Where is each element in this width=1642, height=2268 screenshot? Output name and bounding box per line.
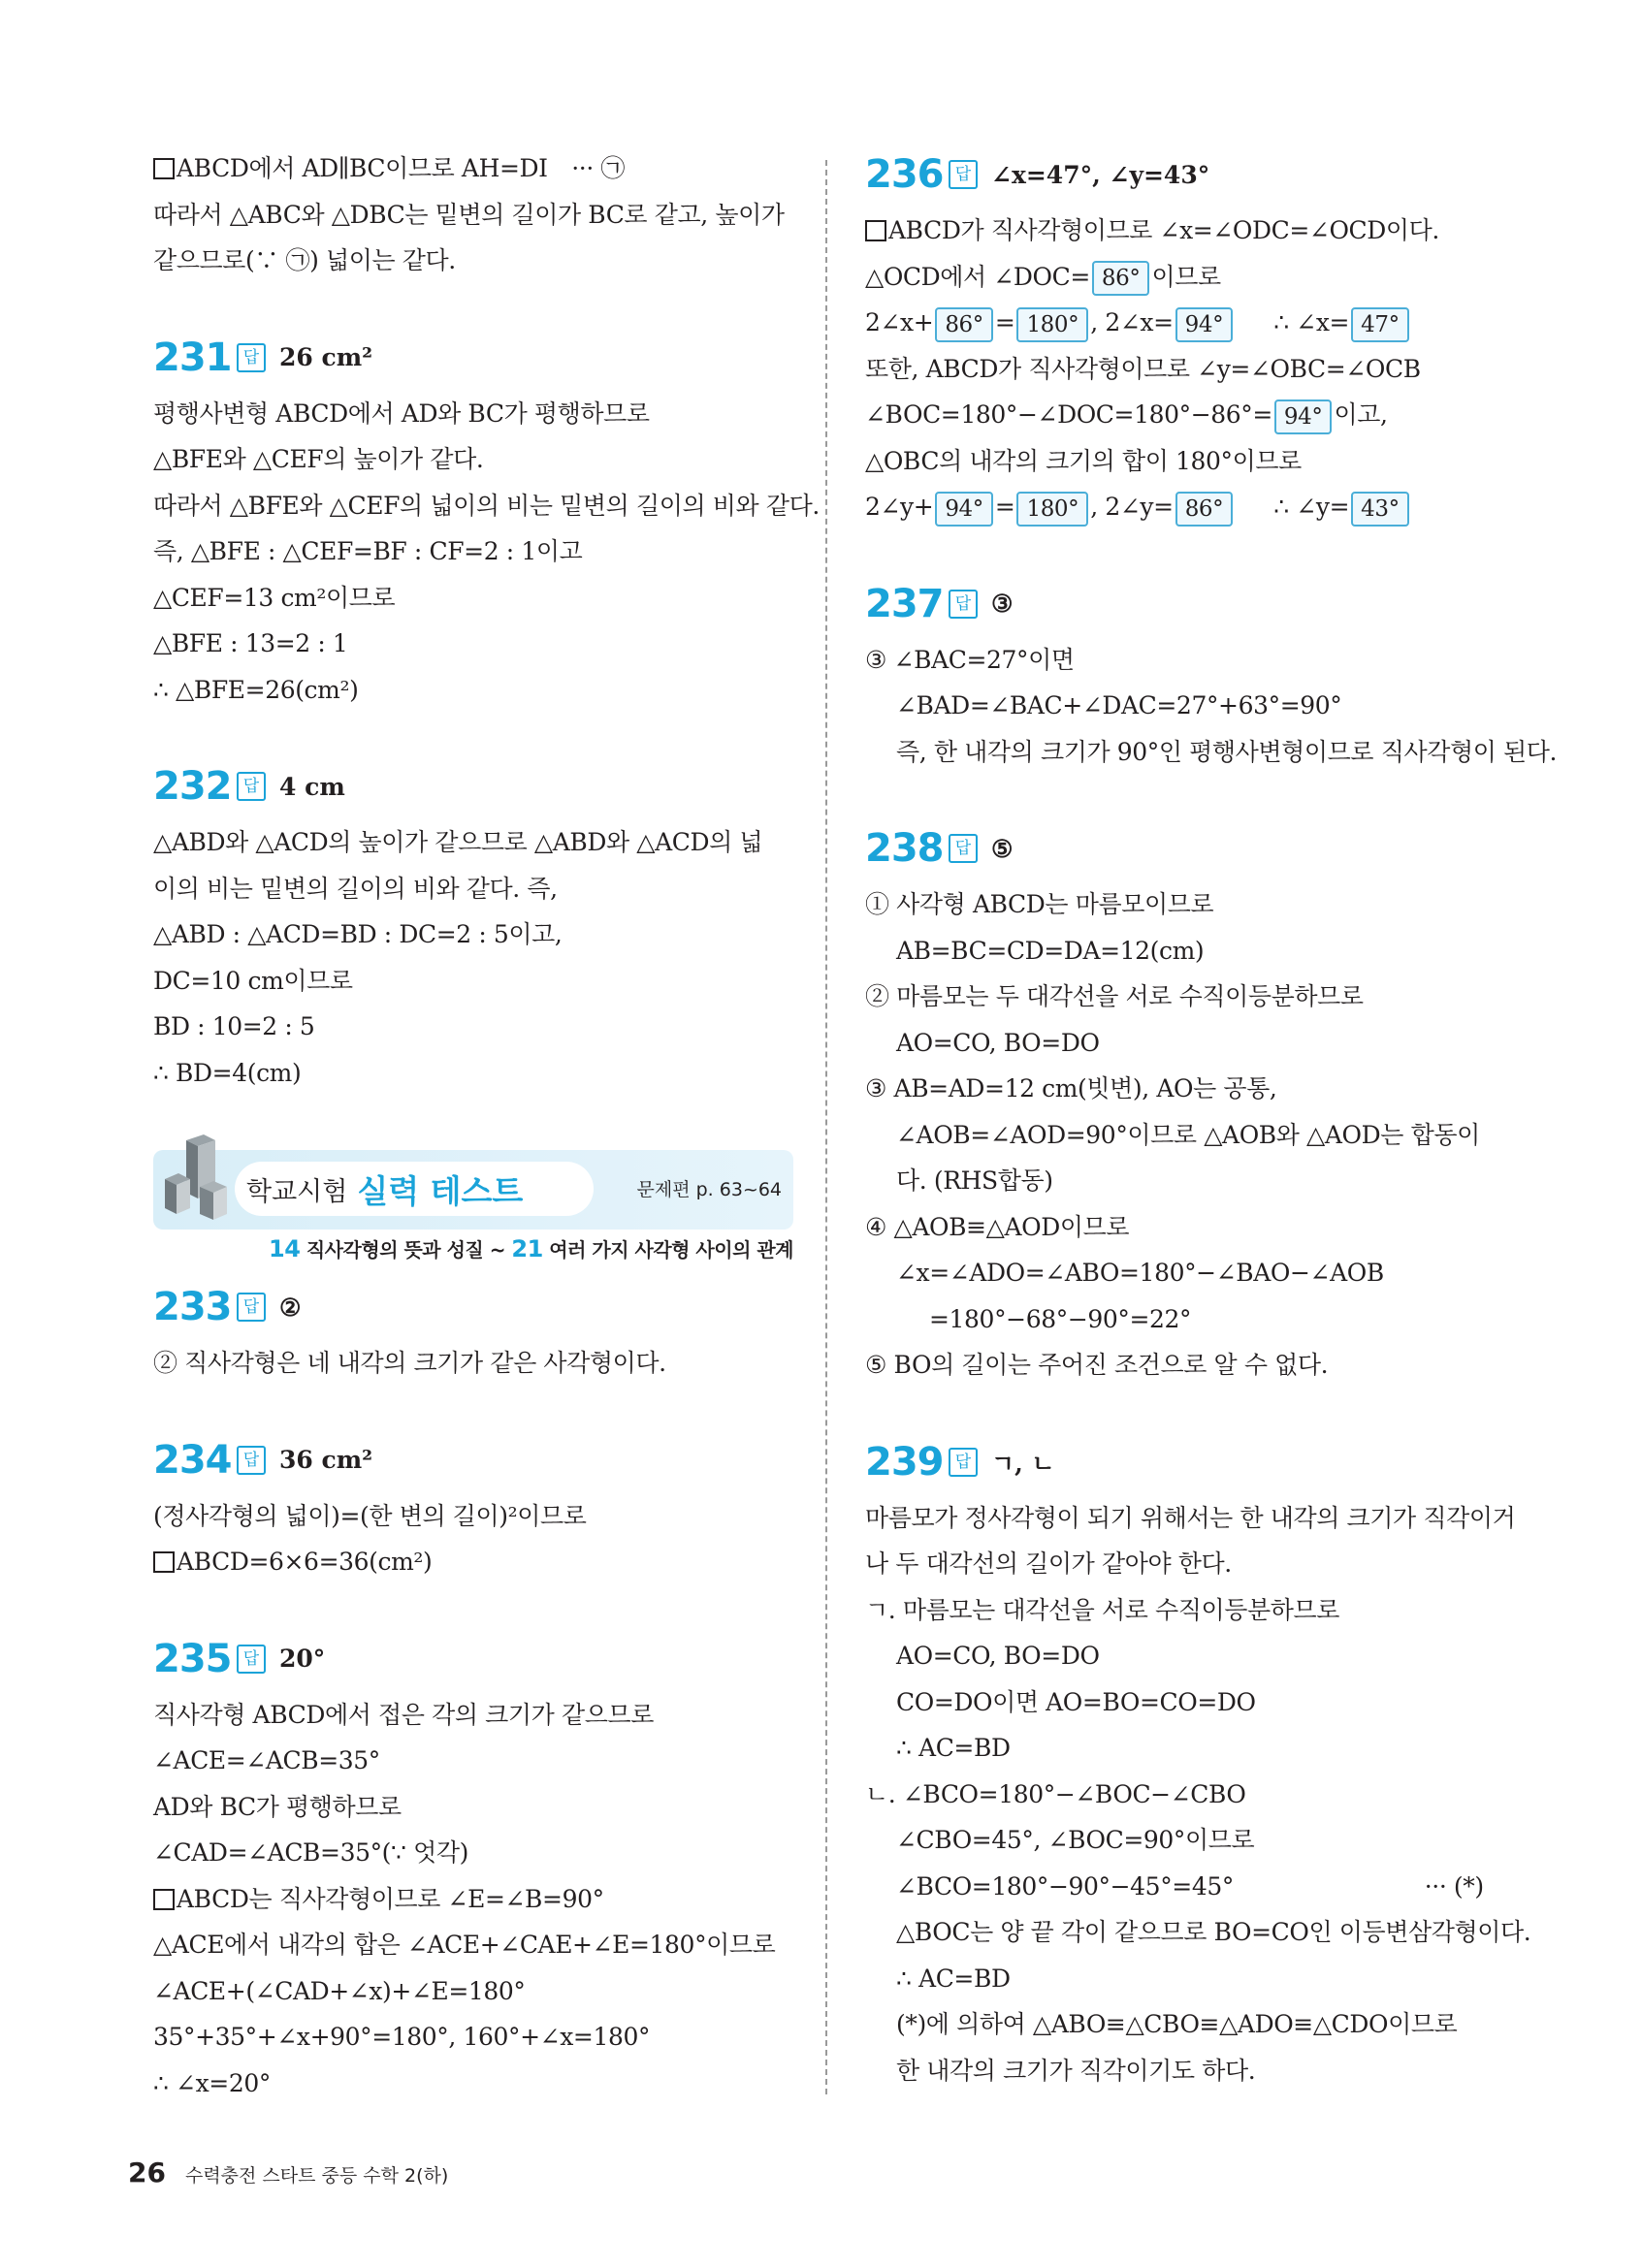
answer-box: 94° (1175, 307, 1234, 342)
solution-line: ∠CBO=45°, ∠BOC=90°이므로 (896, 1826, 1255, 1854)
solution-line: 2∠x+ 86° = 180° , 2∠x= 94° ∴ ∠x= 47° (865, 300, 1505, 346)
solution-line: =180°−68°−90°=22° (929, 1304, 1192, 1333)
chapter-number: 14 (269, 1235, 301, 1262)
solution-line: 직사각형 ABCD에서 접은 각의 크기가 같으므로 (153, 1700, 654, 1729)
problem-235-header (153, 1630, 793, 1688)
answer-value: 26 cm² (279, 343, 373, 371)
answer-box: 86° (1175, 492, 1234, 527)
solution-line: △ABD : △ACD=BD : DC=2 : 5이고, (153, 920, 563, 948)
solution-line: AD와 BC가 평행하므로 (153, 1792, 402, 1821)
answer-value: ㄱ, ㄴ (991, 1449, 1055, 1478)
answer-value: 36 cm² (279, 1446, 373, 1474)
solution-line: 또한, ABCD가 직사각형이므로 ∠y=∠OBC=∠OCB (865, 354, 1421, 383)
solution-line: ∠BAD=∠BAC+∠DAC=27°+63°=90° (896, 691, 1342, 719)
solution-line: ㄴ. ∠BCO=180°−∠BOC−∠CBO (865, 1779, 1246, 1808)
solution-line: ∠ACE=∠ACB=35° (153, 1746, 380, 1774)
answer-tag: 답 (237, 1446, 266, 1475)
solution-line: (정사각형의 넓이)=(한 변의 길이)²이므로 (153, 1501, 587, 1530)
solution-line: 마름모가 정사각형이 되기 위해서는 한 내각의 크기가 직각이거 (865, 1503, 1516, 1532)
problem-234-header (153, 1431, 793, 1489)
column-divider (825, 160, 827, 2094)
square-symbol (153, 158, 175, 179)
solution-line: ∠ACE+(∠CAD+∠x)+∠E=180° (153, 1976, 526, 2005)
problem-239-header (865, 1433, 1505, 1491)
problem-number: 232 (153, 764, 232, 809)
answer-tag: 답 (949, 1448, 978, 1477)
solution-line: △ABD와 △ACD의 높이가 같으므로 △ABD와 △ACD의 넓 (153, 828, 763, 856)
problem-number: 233 (153, 1285, 232, 1329)
solution-line: CO=DO이면 AO=BO=CO=DO (896, 1687, 1256, 1716)
solution-line: ∠AOB=∠AOD=90°이므로 △AOB와 △AOD는 합동이 (896, 1120, 1480, 1149)
solution-line: ∴ ∠x=20° (153, 2068, 271, 2097)
square-symbol (153, 1889, 175, 1910)
answer-box: 180° (1016, 492, 1088, 527)
solution-line: ∠CAD=∠ACB=35°(∵ 엇각) (153, 1838, 468, 1867)
answer-box: 94° (1274, 399, 1333, 434)
answer-tag: 답 (949, 834, 978, 863)
solution-line: ③ AB=AD=12 cm(빗변), AO는 공통, (865, 1074, 1277, 1102)
solution-line: AB=BC=CD=DA=12(cm) (896, 936, 1205, 965)
solution-line: 평행사변형 ABCD에서 AD와 BC가 평행하므로 (153, 399, 650, 428)
banner-title (235, 1162, 594, 1216)
solution-line: △BFE와 △CEF의 높이가 같다. (153, 445, 484, 473)
section-banner (153, 1150, 793, 1230)
solution-line: ② 직사각형은 네 내각의 크기가 같은 사각형이다. (153, 1349, 666, 1377)
solution-line: 이의 비는 밑변의 길이의 비와 같다. 즉, (153, 874, 558, 903)
problem-number: 231 (153, 335, 232, 380)
problem-number: 239 (865, 1439, 944, 1485)
problem-233-header (153, 1278, 793, 1336)
answer-value: ∠x=47°, ∠y=43° (991, 160, 1210, 189)
solution-line: ABCD=6×6=36(cm²) (153, 1539, 793, 1585)
answer-value: ⑤ (991, 834, 1014, 863)
answer-tag: 답 (237, 1293, 266, 1322)
chapter-number: 21 (511, 1235, 543, 1262)
solution-line: ② 마름모는 두 대각선을 서로 수직이등분하므로 (865, 982, 1364, 1010)
answer-value: ② (279, 1293, 302, 1322)
chapter-title: 여러 가지 사각형 사이의 관계 (549, 1238, 793, 1262)
answer-value: 20° (279, 1645, 326, 1673)
left-column (153, 145, 820, 2106)
solution-line: 즉, 한 내각의 크기가 90°인 평행사변형이므로 직사각형이 된다. (896, 737, 1558, 766)
solution-line: ∴ BD=4(cm) (153, 1058, 302, 1087)
solution-line: △CEF=13 cm²이므로 (153, 583, 396, 612)
solution-line: ∠BCO=180°−90°−45°=45° ··· (*) (896, 1871, 1484, 1901)
solution-line: ∴ △BFE=26(cm²) (153, 675, 359, 704)
answer-box: 180° (1016, 307, 1088, 342)
buildings-icon (157, 1131, 235, 1224)
solution-line: 35°+35°+∠x+90°=180°, 160°+∠x=180° (153, 2023, 651, 2051)
problem-number: 236 (865, 152, 944, 197)
answer-box: 94° (935, 492, 993, 527)
intro-line-3: 같으므로(∵ ㉠) 넓이는 같다. (153, 246, 456, 274)
solution-line: ABCD는 직사각형이므로 ∠E=∠B=90° (153, 1876, 793, 1923)
solution-line: ① 사각형 ABCD는 마름모이므로 (865, 890, 1214, 918)
solution-line: ③ ∠BAC=27°이면 (865, 645, 1075, 674)
answer-tag: 답 (237, 1645, 266, 1674)
solution-line: ABCD가 직사각형이므로 ∠x=∠ODC=∠OCD이다. (865, 208, 1505, 254)
answer-box: 86° (1092, 261, 1150, 296)
problem-237-header (865, 575, 1505, 633)
solution-line: 나 두 대각선의 길이가 같아야 한다. (865, 1549, 1232, 1578)
solution-line: 다. (RHS합동) (896, 1166, 1053, 1195)
problem-number: 234 (153, 1437, 232, 1483)
solution-line: ∠x=∠ADO=∠ABO=180°−∠BAO−∠AOB (896, 1259, 1384, 1287)
answer-tag: 답 (949, 160, 978, 189)
solution-line: ∴ AC=BD (896, 1734, 1011, 1762)
intro-line-2: 따라서 △ABC와 △DBC는 밑변의 길이가 BC로 같고, 높이가 (153, 200, 785, 229)
answer-tag: 답 (949, 590, 978, 619)
problem-236-header (865, 145, 1505, 204)
solution-line: (*)에 의하여 △ABO≡△CBO≡△ADO≡△CDO이므로 (896, 2010, 1458, 2038)
solution-line: AO=CO, BO=DO (896, 1028, 1100, 1057)
solution-line: ∴ AC=BD (896, 1964, 1011, 1993)
intro-line-1: ABCD에서 AD∥BC이므로 AH=DI ··· ㉠ (153, 145, 793, 192)
banner-title-test: 실력 테스트 (357, 1171, 524, 1210)
solution-line: 한 내각의 크기가 직각이기도 하다. (896, 2056, 1256, 2085)
square-symbol (153, 1551, 175, 1573)
book-title: 수력충전 스타트 중등 수학 2(하) (184, 2165, 449, 2187)
solution-line: ㄱ. 마름모는 대각선을 서로 수직이등분하므로 (865, 1595, 1339, 1624)
answer-value: 4 cm (279, 772, 345, 801)
solution-line: DC=10 cm이므로 (153, 966, 353, 995)
section-subtitle (153, 1230, 793, 1268)
solution-line: ④ △AOB≡△AOD이므로 (865, 1212, 1130, 1241)
problem-238-header (865, 819, 1505, 878)
chapter-title: 직사각형의 뜻과 성질 ~ (306, 1238, 512, 1262)
solution-line: △OBC의 내각의 크기의 합이 180°이므로 (865, 446, 1302, 475)
square-symbol (865, 220, 886, 241)
solution-line: △BFE : 13=2 : 1 (153, 629, 348, 657)
solution-line: △ACE에서 내각의 합은 ∠ACE+∠CAE+∠E=180°이므로 (153, 1931, 776, 1959)
answer-box: 86° (935, 307, 993, 342)
solution-line: BD : 10=2 : 5 (153, 1012, 315, 1040)
answer-tag: 답 (237, 772, 266, 801)
solution-line: AO=CO, BO=DO (896, 1642, 1100, 1670)
answer-value: ③ (991, 590, 1014, 618)
solution-line: 즉, △BFE : △CEF=BF : CF=2 : 1이고 (153, 537, 583, 565)
solution-line: △BOC는 양 끝 각이 같으므로 BO=CO인 이등변삼각형이다. (896, 1918, 1531, 1946)
problem-number: 238 (865, 826, 944, 871)
answer-box: 43° (1351, 492, 1409, 527)
solution-line: ∠BOC=180°−∠DOC=180°−86°= 94° 이고, (865, 392, 1505, 438)
problem-number: 237 (865, 581, 944, 626)
answer-box: 47° (1351, 307, 1409, 342)
banner-title-school: 학교시험 (246, 1176, 348, 1207)
solution-line: △OCD에서 ∠DOC= 86° 이므로 (865, 254, 1505, 301)
problem-number: 235 (153, 1636, 232, 1681)
page-number: 26 (128, 2156, 166, 2188)
solution-line: 2∠y+ 94° = 180° , 2∠y= 86° ∴ ∠y= 43° (865, 484, 1505, 530)
problem-232-header (153, 757, 793, 815)
problem-231-header (153, 329, 793, 387)
solution-line: 따라서 △BFE와 △CEF의 넓이의 비는 밑변의 길이의 비와 같다. (153, 491, 820, 520)
right-column (865, 145, 1558, 2093)
banner-page-reference: 문제편 p. 63~64 (636, 1179, 782, 1200)
answer-tag: 답 (237, 343, 266, 372)
solution-line: ⑤ BO의 길이는 주어진 조건으로 알 수 없다. (865, 1351, 1329, 1379)
page-footer (128, 2156, 448, 2188)
